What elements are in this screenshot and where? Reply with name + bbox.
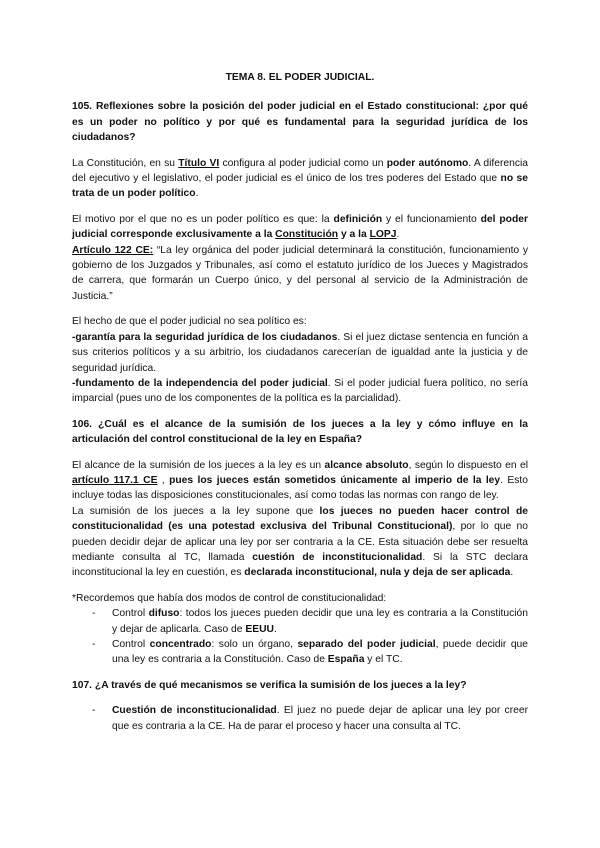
q105-paragraph-3: El hecho de que el poder judicial no sea político es:: [72, 316, 307, 328]
q105-article-122: Artículo 122 CE: “La ley orgánica del poder judicial determinará la constitución, funcionamiento y gobierno de los Juzgados y Tribunales, así como el estatuto jurídico de los Jueces y Magistrados de carrera, que formarán un Cuerpo único, y del personal al servicio de la Administración de Justicia.”: [72, 244, 528, 302]
list-item-unconstitutionality-question: - Cuestión de inconstitucionalidad. El juez no puede dejar de aplicar una ley por creer que es contraria a la CE. Ha de parar el proceso y hacer una consulta al TC.: [92, 703, 528, 734]
mechanisms-list: [72, 703, 528, 734]
q106-note: *Recordemos que había dos modos de control de constitucionalidad:: [72, 592, 387, 604]
list-item-concentrated-control: - Control concentrado: solo un órgano, separado del poder judicial, puede decidir que una ley es contraria a la Constitución. Caso de España y el TC.: [92, 637, 528, 668]
q106-paragraph-1: El alcance de la sumisión de los jueces a la ley es un alcance absoluto, según lo dispuesto en el artículo 117.1 CE , pues los jueces están sometidos únicamente al imperio de la ley. Esto incluye todas las disposiciones constitucionales, así como todas las normas con rango de ley.: [72, 459, 529, 502]
question-107-heading: 107. ¿A través de qué mecanismos se verifica la sumisión de los jueces a la ley?: [72, 679, 467, 691]
document-title: TEMA 8. EL PODER JUDICIAL.: [225, 72, 375, 83]
question-105-heading: 105. Reflexiones sobre la posición del poder judicial en el Estado constitucional: ¿por qué es un poder no político y por qué es fundamental para la seguridad jurídica de los ciudadanos?: [72, 101, 528, 144]
q105-paragraph-1: La Constitución, en su Título VI configura al poder judicial como un poder autónomo. A diferencia del ejecutivo y el legislativo, el poder judicial es el único de los tres poderes del Estado que no se trata de un poder político.: [72, 157, 529, 200]
q105-paragraph-2: El motivo por el que no es un poder político es que: la definición y el funcionamiento del poder judicial corresponde exclusivamente a la Constitución y a la LOPJ.: [72, 213, 528, 241]
q106-paragraph-2: La sumisión de los jueces a la ley supone que los jueces no pueden hacer control de constitucionalidad (es una potestad exclusiva del Tribunal Constitucional), por lo que no pueden decidir dejar de aplicar una ley por ser contraria a la CE. Esta situación debe ser resuelta mediante consulta al TC, llamada cuestión de inconstitucionalidad. Si la STC declara inconstitucional la ley en cuestión, es declarada inconstitucional, nula y deja de ser aplicada.: [72, 505, 529, 579]
q105-independence: -fundamento de la independencia del poder judicial. Si el poder judicial fuera político, no sería imparcial (pues uno de los componentes de la política es la parcialidad).: [72, 377, 528, 405]
list-item-diffuse-control: - Control difuso: todos los jueces pueden decidir que una ley es contraria a la Constitución y dejar de aplicarla. Caso de EEUU.: [92, 606, 528, 637]
control-types-list: [72, 606, 528, 668]
question-106-heading: 106. ¿Cuál es el alcance de la sumisión de los jueces a la ley y cómo influye en la articulación del control constitucional de la ley en España?: [72, 418, 528, 446]
q105-guarantee: -garantía para la seguridad jurídica de los ciudadanos. Si el juez dictase sentencia en función a sus criterios políticos y a su arbitrio, los ciudadanos carecerían de igualdad ante la justicia y de seguridad jurídica.: [72, 331, 528, 374]
